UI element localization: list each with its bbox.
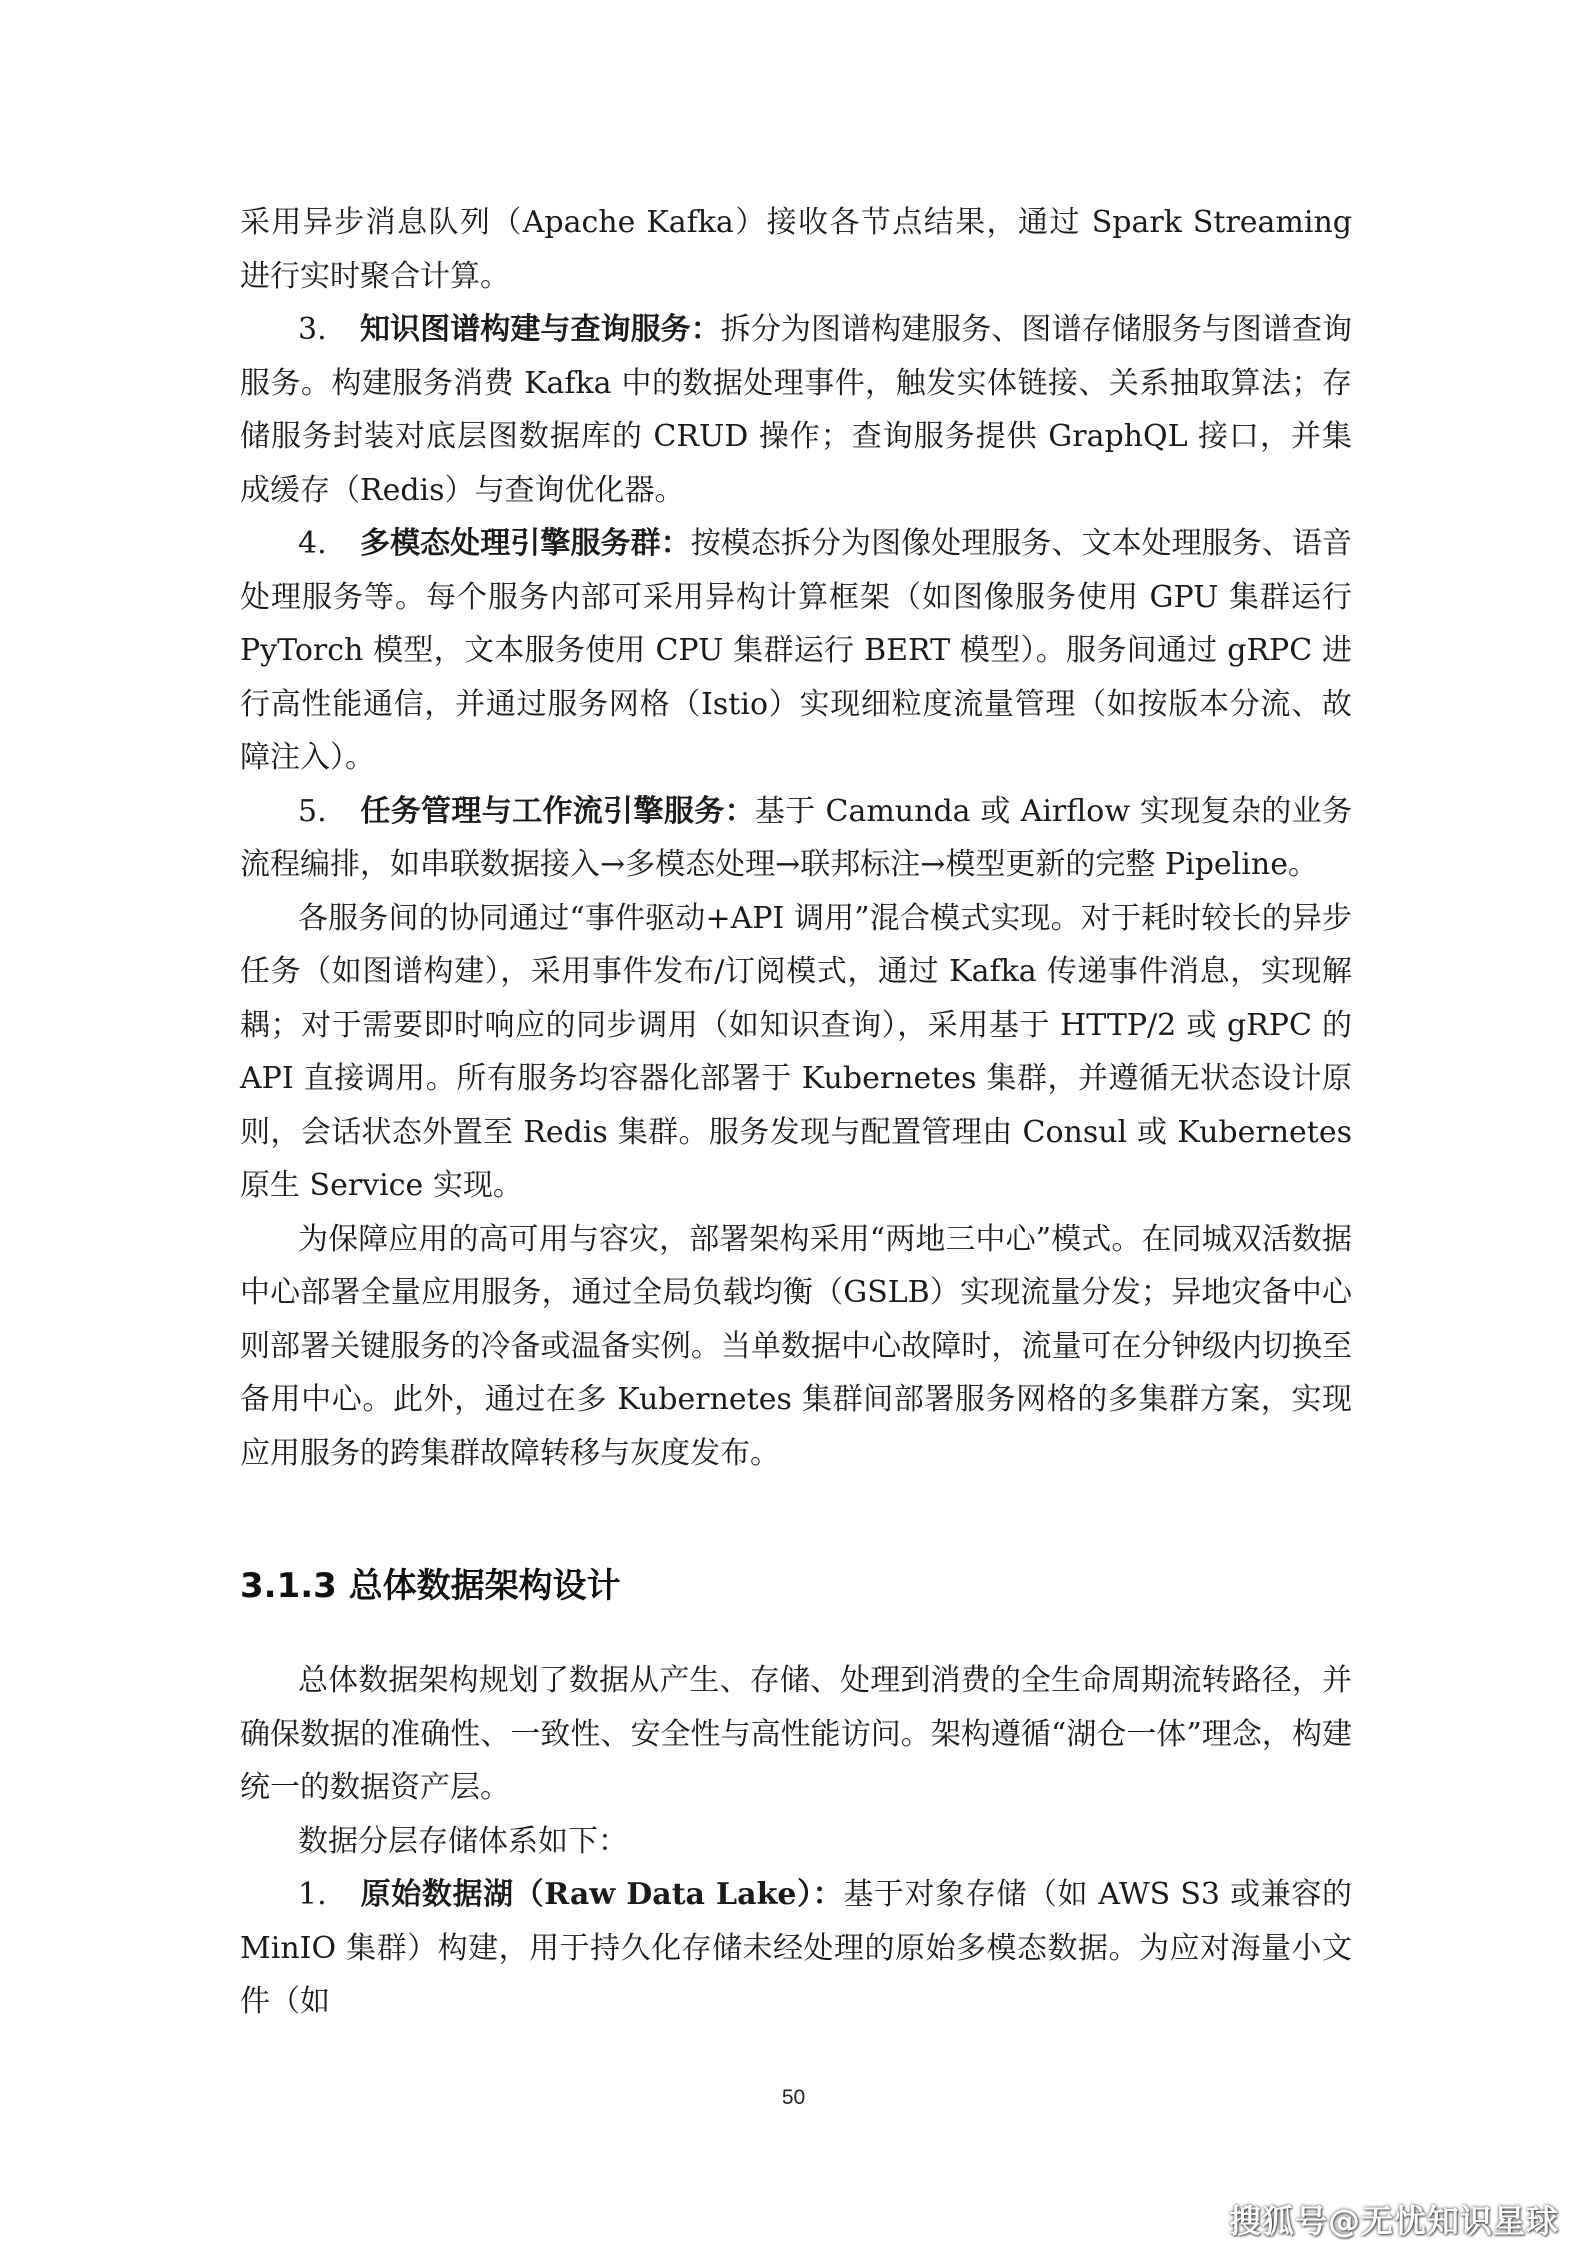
- section-heading: 3.1.3 总体数据架构设计: [240, 1566, 621, 1606]
- list-item-title: 原始数据湖（Raw Data Lake）：: [360, 1877, 844, 1912]
- list-number: 1.: [298, 1877, 327, 1912]
- list-item-text: 基于对象存储（如 AWS S3 或兼容的 MinIO 集群）构建，用于持久化存储未经处理的原始多模态数据。为应对海量小文件（如: [240, 1877, 1352, 2019]
- list-item-text: 拆分为图谱构建服务、图谱存储服务与图谱查询服务。构建服务消费 Kafka 中的数据处理事件，触发实体链接、关系抽取算法；存储服务封装对底层图数据库的 CRUD 操作；查询服务提供 GraphQL 接口，并集成缓存（Redis）与查询优化器。: [240, 312, 1353, 508]
- list-item-title: 知识图谱构建与查询服务：: [360, 312, 721, 347]
- page-number: 50: [781, 2086, 806, 2109]
- document-body: [240, 196, 1352, 2029]
- list-number: 4.: [298, 526, 327, 561]
- list-number: 5.: [298, 793, 327, 829]
- list-item-3: [240, 303, 1352, 517]
- list-item-1: [240, 1868, 1352, 2029]
- list-item-title: 任务管理与工作流引擎服务：: [360, 793, 755, 829]
- paragraph-data-architecture: 总体数据架构规划了数据从产生、存储、处理到消费的全生命周期流转路径，并确保数据的准确性、一致性、安全性与高性能访问。架构遵循“湖仓一体”理念，构建统一的数据资产层。: [240, 1663, 1352, 1805]
- list-number: 3.: [298, 312, 327, 347]
- paragraph-high-availability: 为保障应用的高可用与容灾，部署架构采用“两地三中心”模式。在同城双活数据中心部署全量应用服务，通过全局负载均衡（GSLB）实现流量分发；异地灾备中心则部署关键服务的冷备或温备实例。当单数据中心故障时，流量可在分钟级内切换至备用中心。此外，通过在多 Kubernetes 集群间部署服务网格的多集群方案，实现应用服务的跨集群故障转移与灰度发布。: [240, 1221, 1352, 1471]
- paragraph-continuation: 采用异步消息队列（Apache Kafka）接收各节点结果，通过 Spark Streaming 进行实时聚合计算。: [240, 205, 1352, 294]
- list-item-5: [240, 785, 1352, 892]
- list-item-title: 多模态处理引擎服务群：: [360, 526, 691, 561]
- list-item-4: [240, 517, 1352, 785]
- list-item-text: 基于 Camunda 或 Airflow 实现复杂的业务流程编排，如串联数据接入→多模态处理→联邦标注→模型更新的完整 Pipeline。: [240, 793, 1353, 882]
- paragraph-collaboration: 各服务间的协同通过“事件驱动+API 调用”混合模式实现。对于耗时较长的异步任务（如图谱构建），采用事件发布/订阅模式，通过 Kafka 传递事件消息，实现解耦；对于需要即时响应的同步调用（如知识查询），采用基于 HTTP/2 或 gRPC 的 API 直接调用。所有服务均容器化部署于 Kubernetes 集群，并遵循无状态设计原则，会话状态外置至 Redis 集群。服务发现与配置管理由 Consul 或 Kubernetes 原生 Service 实现。: [240, 900, 1352, 1203]
- list-item-text: 按模态拆分为图像处理服务、文本处理服务、语音处理服务等。每个服务内部可采用异构计算框架（如图像服务使用 GPU 集群运行 PyTorch 模型，文本服务使用 CPU 集群运行 BERT 模型）。服务间通过 gRPC 进行高性能通信，并通过服务网格（Istio）实现细粒度流量管理（如按版本分流、故障注入）。: [240, 526, 1353, 775]
- watermark: 搜狐号@无忧知识星球: [1228, 2202, 1559, 2240]
- paragraph-data-layers: 数据分层存储体系如下：: [298, 1823, 628, 1859]
